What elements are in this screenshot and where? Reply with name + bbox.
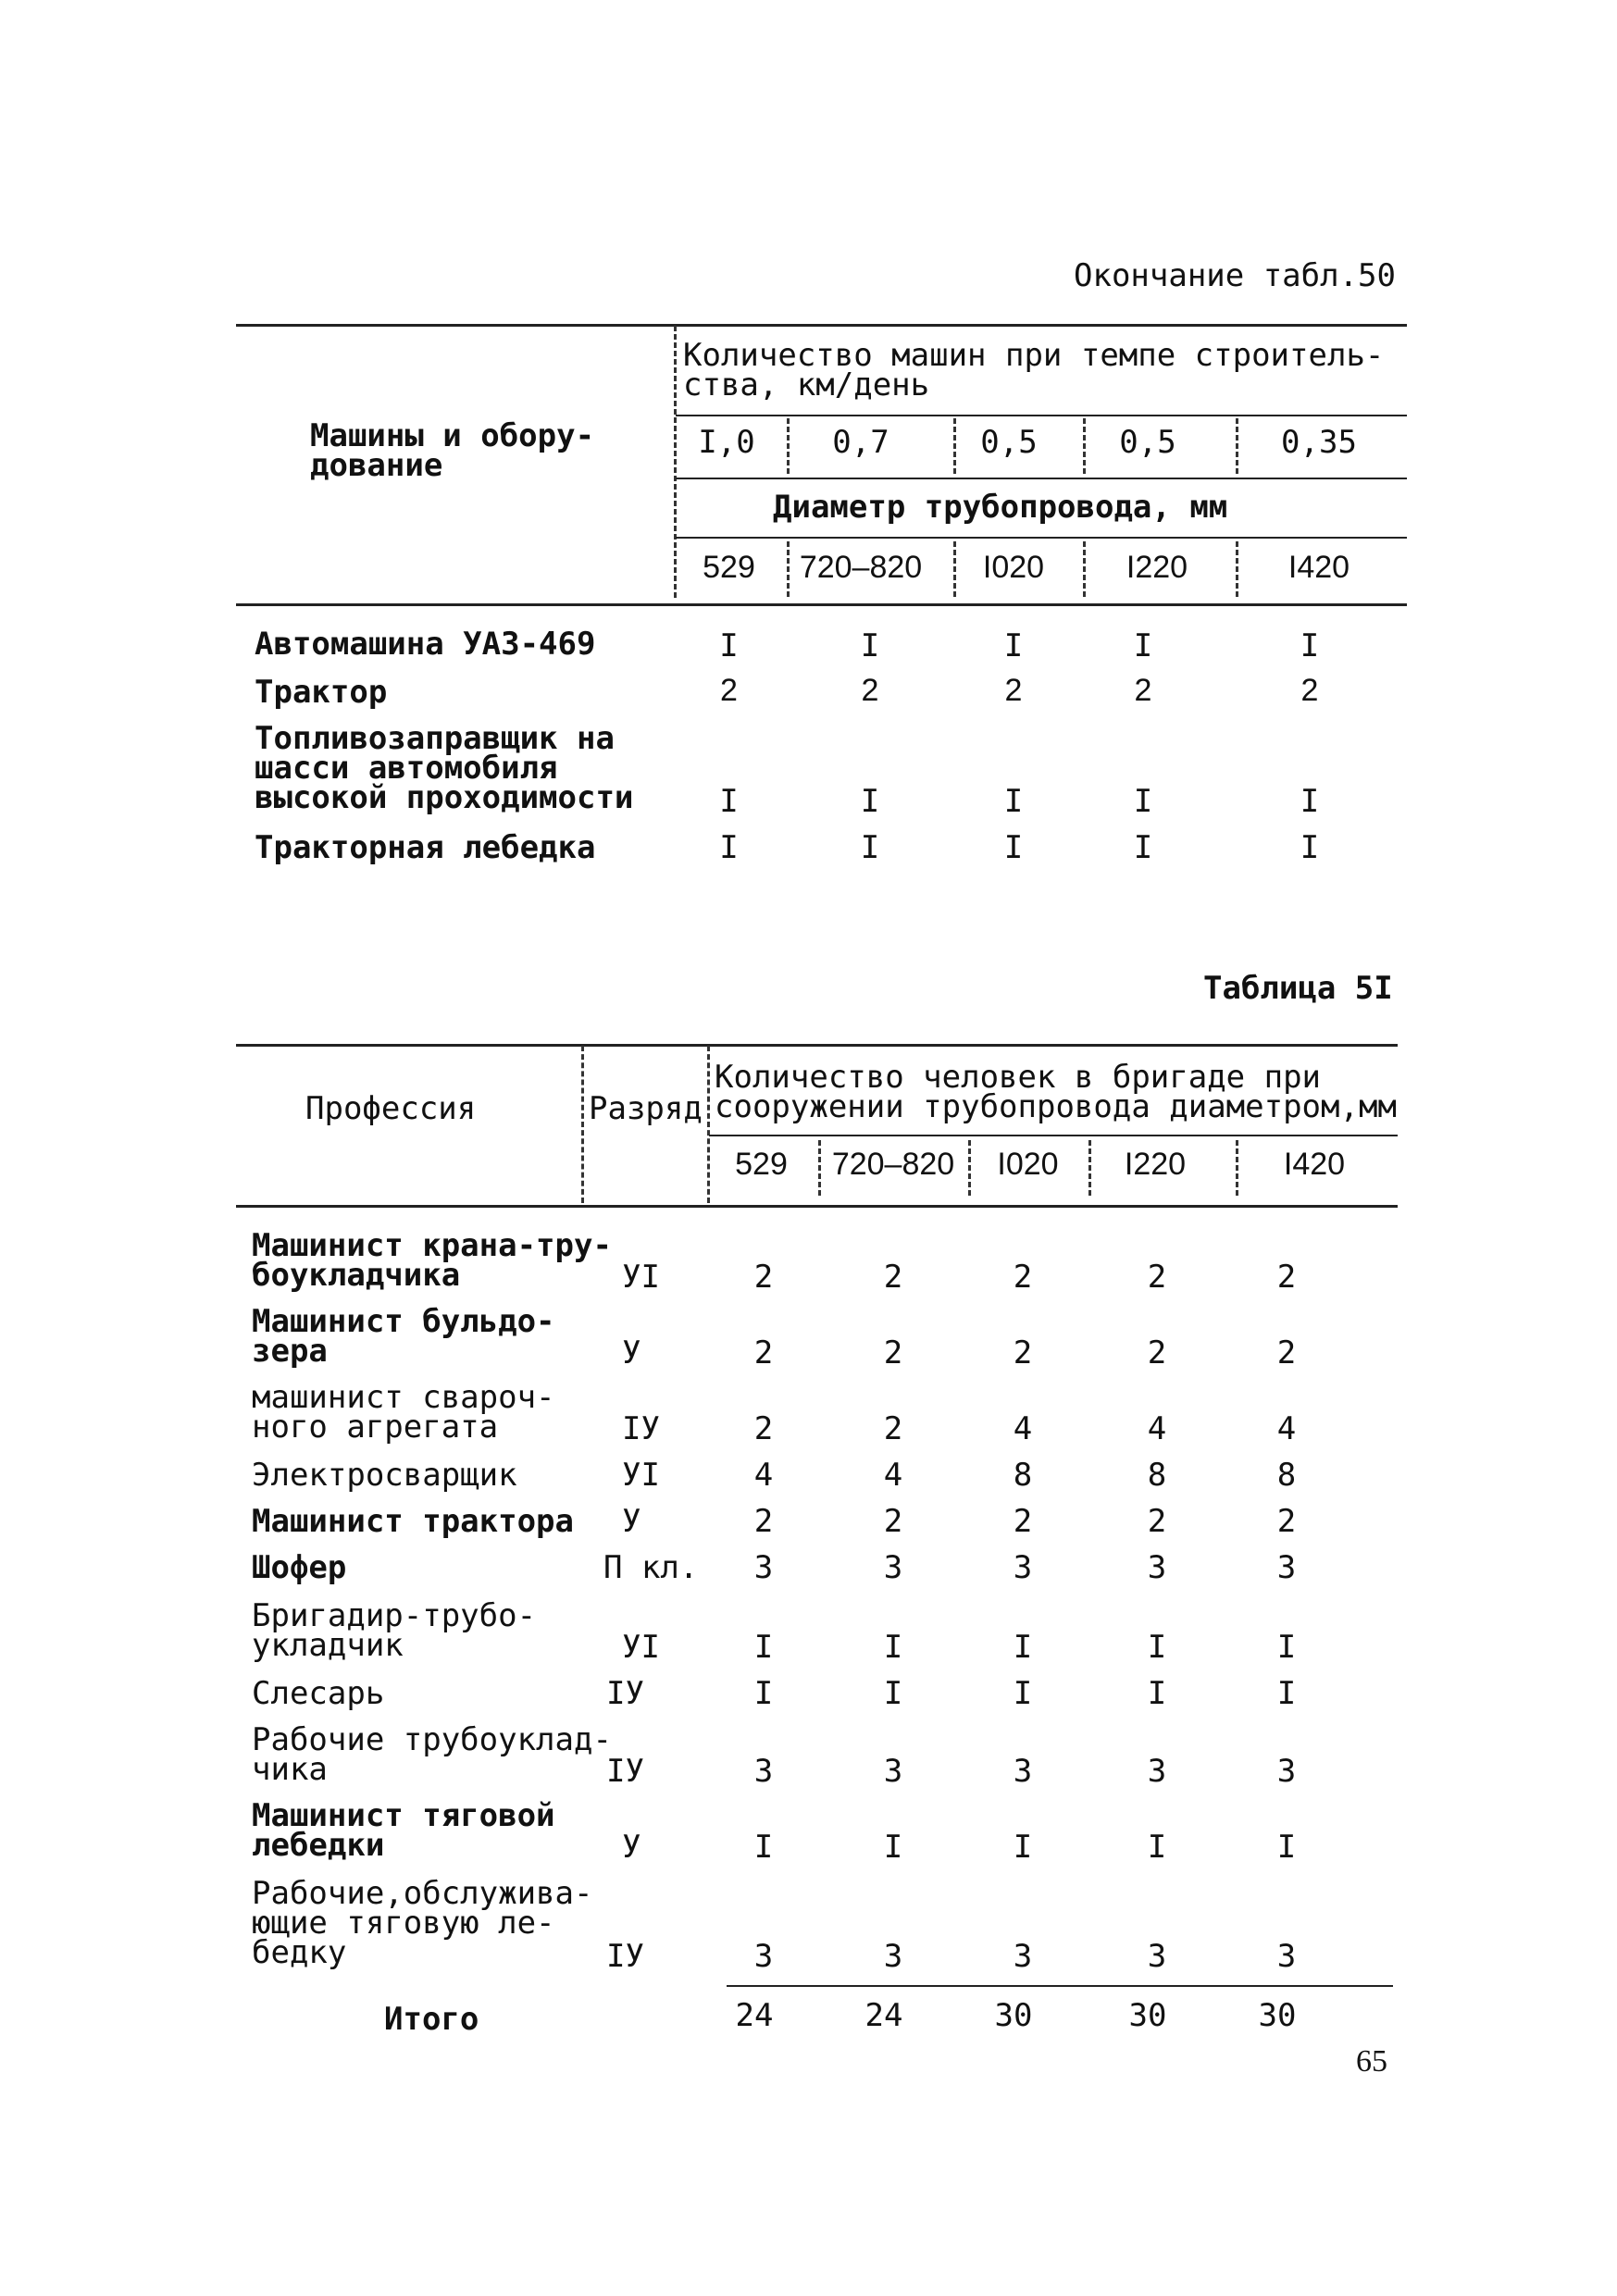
t51-rank: IУ — [622, 1410, 660, 1447]
t51-row-name: Рабочие,обслужива- ющие тяговую ле- бедку — [252, 1875, 593, 1971]
table51-caption: Таблица 5I — [1203, 970, 1393, 1007]
t51-cell: 4 — [753, 1457, 774, 1494]
t50-cell: I — [1003, 829, 1024, 866]
t51-row-name: Машинист тяговой лебедки — [252, 1797, 555, 1864]
t51-cell: I — [1147, 1675, 1167, 1712]
t51-cell: 3 — [883, 1753, 903, 1790]
t51-cell: 3 — [1276, 1549, 1297, 1586]
rule — [676, 415, 1407, 416]
t51-cell: 2 — [1147, 1259, 1167, 1296]
tempo-1: I,0 — [698, 424, 755, 461]
t51-cell: I — [883, 1675, 903, 1712]
table51-rank-header: Разряд — [589, 1090, 703, 1127]
t51-cell: 2 — [1013, 1259, 1033, 1296]
t51-cell: 2 — [883, 1259, 903, 1296]
t51-rank: УI — [622, 1457, 660, 1494]
rule — [676, 537, 1407, 539]
t51-diam-1: 529 — [735, 1147, 788, 1182]
t51-cell: 2 — [883, 1410, 903, 1447]
t50-diam-4: I220 — [1126, 550, 1188, 585]
table50-header-bottom-rule — [236, 603, 1407, 606]
table51-total-rule — [727, 1985, 1393, 1987]
t51-diam-3: I020 — [997, 1147, 1059, 1182]
t51-diam-2: 720–820 — [831, 1147, 955, 1182]
page-number: 65 — [1356, 2044, 1387, 2079]
t51-cell: I — [753, 1675, 774, 1712]
total-cell: 24 — [864, 1997, 903, 2034]
t51-cell: 2 — [1013, 1334, 1033, 1371]
t51-row-name: Машинист трактора — [252, 1503, 574, 1540]
t50-cell: I — [1133, 627, 1153, 664]
t51-cell: 2 — [753, 1503, 774, 1540]
t51-cell: 2 — [1276, 1334, 1297, 1371]
t50-cell: I — [860, 783, 880, 820]
t51-cell: 4 — [883, 1457, 903, 1494]
rule — [1236, 418, 1238, 474]
t51-cell: 4 — [1013, 1410, 1033, 1447]
t51-row-name: Шофер — [252, 1549, 347, 1586]
table51-profession-header: Профессия — [305, 1090, 477, 1127]
rule — [953, 541, 956, 597]
t50-cell: 2 — [720, 673, 738, 708]
t51-cell: 2 — [753, 1334, 774, 1371]
tempo-3: 0,5 — [980, 424, 1038, 461]
t51-cell: 8 — [1276, 1457, 1297, 1494]
t51-cell: 2 — [1013, 1503, 1033, 1540]
t50-cell: I — [860, 829, 880, 866]
t51-row-name: Слесарь — [252, 1675, 385, 1712]
t50-row-name: Топливозаправщик на шасси автомобиля высокой проходимости — [255, 720, 634, 816]
t51-rank: IУ — [606, 1675, 644, 1712]
t51-cell: 3 — [1147, 1938, 1167, 1975]
tempo-4: 0,5 — [1119, 424, 1176, 461]
t51-cell: 3 — [1276, 1938, 1297, 1975]
t50-cell: I — [1300, 783, 1320, 820]
total-cell: 30 — [1258, 1997, 1297, 2034]
table50-group-header: Количество машин при темпе строитель- ства, км/день — [683, 337, 1385, 403]
t51-cell: I — [1276, 1829, 1297, 1866]
t51-rank: У — [622, 1829, 641, 1866]
t51-cell: 3 — [753, 1753, 774, 1790]
t51-cell: 3 — [1013, 1938, 1033, 1975]
table50-top-rule — [236, 324, 1407, 327]
rule — [968, 1140, 971, 1196]
t51-cell: 3 — [1147, 1549, 1167, 1586]
rule — [1236, 541, 1238, 597]
total-cell: 24 — [735, 1997, 774, 2034]
rule — [787, 541, 790, 597]
t51-cell: I — [1276, 1675, 1297, 1712]
t51-cell: 2 — [753, 1259, 774, 1296]
t51-cell: I — [1013, 1829, 1033, 1866]
t51-cell: 2 — [1276, 1503, 1297, 1540]
rule — [818, 1140, 821, 1196]
t51-row-name: Рабочие трубоуклад- чика — [252, 1721, 612, 1788]
t51-row-name: Электросварщик — [252, 1457, 517, 1494]
t50-cell: I — [860, 627, 880, 664]
t50-cell: I — [1133, 783, 1153, 820]
t50-diam-3: I020 — [982, 550, 1045, 585]
t50-diam-5: I420 — [1287, 550, 1350, 585]
table51-group-header: Количество человек в бригаде при сооружении трубопровода диаметром,мм — [715, 1059, 1397, 1125]
t51-row-name: машинист свароч- ного агрегата — [252, 1379, 555, 1446]
t51-cell: I — [1013, 1629, 1033, 1666]
t50-cell: I — [1300, 627, 1320, 664]
rule — [1083, 418, 1086, 474]
t51-rank: П кл. — [603, 1549, 699, 1586]
rule — [581, 1046, 584, 1203]
t51-cell: 3 — [1013, 1549, 1033, 1586]
t50-cell: 2 — [1134, 673, 1152, 708]
t51-cell: I — [1147, 1629, 1167, 1666]
t50-cell: I — [719, 627, 739, 664]
t50-row-name: Тракторная лебедка — [255, 829, 596, 866]
rule — [707, 1046, 710, 1203]
t50-diam-1: 529 — [703, 550, 755, 585]
table51-header-bottom-rule — [236, 1205, 1398, 1208]
t50-cell: I — [1003, 627, 1024, 664]
table50-column-header: Машины и обору- дование — [310, 417, 595, 484]
tempo-2: 0,7 — [832, 424, 889, 461]
t51-cell: 3 — [753, 1938, 774, 1975]
t51-rank: IУ — [606, 1938, 644, 1975]
t50-cell: I — [1300, 829, 1320, 866]
t51-cell: I — [1276, 1629, 1297, 1666]
total-cell: 30 — [994, 1997, 1033, 2034]
t50-cell: 2 — [861, 673, 879, 708]
total-cell: 30 — [1128, 1997, 1167, 2034]
table50-header-divider — [674, 326, 677, 598]
t51-cell: I — [1147, 1829, 1167, 1866]
t51-rank: IУ — [606, 1753, 644, 1790]
rule — [1088, 1140, 1091, 1196]
t51-cell: 2 — [883, 1334, 903, 1371]
t51-row-name: Бригадир-трубо- укладчик — [252, 1597, 537, 1664]
t50-cell: 2 — [1300, 673, 1319, 708]
t51-row-name: Машинист бульдо- зера — [252, 1303, 555, 1370]
t51-cell: I — [753, 1629, 774, 1666]
table50-diameter-header: Диаметр трубопровода, мм — [773, 489, 1228, 526]
t50-row-name: Трактор — [255, 674, 388, 711]
t50-cell: I — [1133, 829, 1153, 866]
t51-diam-4: I220 — [1124, 1147, 1187, 1182]
t50-diam-2: 720–820 — [799, 550, 923, 585]
t51-cell: 2 — [1276, 1259, 1297, 1296]
t51-cell: 8 — [1147, 1457, 1167, 1494]
t51-cell: 2 — [883, 1503, 903, 1540]
rule — [1083, 541, 1086, 597]
table50-caption: Окончание табл.50 — [1074, 257, 1396, 294]
t51-cell: I — [883, 1629, 903, 1666]
table51-top-rule — [236, 1044, 1398, 1047]
t51-cell: I — [753, 1829, 774, 1866]
t51-cell: I — [1013, 1675, 1033, 1712]
t51-cell: 4 — [1276, 1410, 1297, 1447]
t51-cell: 8 — [1013, 1457, 1033, 1494]
t51-cell: 3 — [1147, 1753, 1167, 1790]
rule — [709, 1135, 1398, 1136]
total-label: Итого — [384, 2001, 479, 2038]
t51-cell: I — [883, 1829, 903, 1866]
t51-cell: 2 — [753, 1410, 774, 1447]
tempo-5: 0,35 — [1281, 424, 1357, 461]
t51-cell: 3 — [883, 1549, 903, 1586]
rule — [953, 418, 956, 474]
t51-rank: У — [622, 1503, 641, 1540]
t50-cell: I — [719, 783, 739, 820]
t51-cell: 4 — [1147, 1410, 1167, 1447]
t51-cell: 3 — [1276, 1753, 1297, 1790]
rule — [787, 418, 790, 474]
t51-cell: 3 — [1013, 1753, 1033, 1790]
t51-cell: 2 — [1147, 1334, 1167, 1371]
t51-cell: 3 — [753, 1549, 774, 1586]
t51-rank: УI — [622, 1629, 660, 1666]
t51-row-name: Машинист крана-тру- боукладчика — [252, 1227, 612, 1294]
t50-row-name: Автомашина УАЗ-469 — [255, 626, 596, 663]
t50-cell: I — [719, 829, 739, 866]
t51-cell: 3 — [883, 1938, 903, 1975]
t50-cell: I — [1003, 783, 1024, 820]
t51-cell: 2 — [1147, 1503, 1167, 1540]
rule — [676, 478, 1407, 479]
t51-rank: У — [622, 1334, 641, 1371]
t51-diam-5: I420 — [1283, 1147, 1346, 1182]
rule — [1236, 1140, 1238, 1196]
t50-cell: 2 — [1004, 673, 1023, 708]
t51-rank: УI — [622, 1259, 660, 1296]
